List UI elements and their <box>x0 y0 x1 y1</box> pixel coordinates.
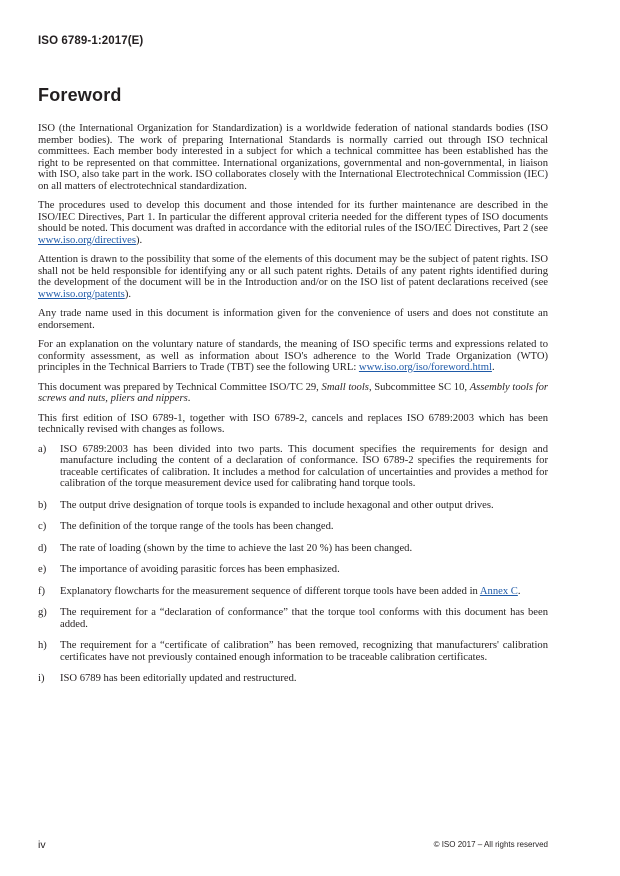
list-marker: d) <box>38 542 47 554</box>
paragraph-text: For an explanation on the voluntary nature of standards, the meaning of ISO specific terms and expressions related to conformity assessment, as well as information about ISO's adherence to the World Trade Organization (WTO) principles in the Technical Barriers to Trade (TBT) see the following URL: <box>38 339 548 373</box>
list-text: The definition of the torque range of the tools has been changed. <box>60 521 334 532</box>
foreword-body <box>38 123 548 695</box>
list-text: The requirement for a “certificate of calibration” has been removed, recognizing that manufacturers' calibration certificates have not previously contained enough information to be traceable calibration certificates. <box>60 640 548 663</box>
list-text: ISO 6789:2003 has been divided into two parts. This document specifies the requirements for design and manufacture including the content of a declaration of conformance. ISO 6789-2 specifies the requirements for traceable certificates of calibration. It includes a method for calculation of uncertainties and provides a method for calibration of the torque measurement device used for calibrating hand torque tools. <box>60 443 548 489</box>
directives-link[interactable]: www.iso.org/directives <box>38 234 136 246</box>
document-page <box>38 0 548 876</box>
list-item <box>38 543 548 555</box>
annex-c-link[interactable]: Annex C <box>479 585 518 597</box>
list-item <box>38 521 548 533</box>
list-item <box>38 564 548 576</box>
paragraph-iso-intro: ISO (the International Organization for Standardization) is a worldwide federation of national standards bodies (ISO member bodies). The work of preparing International Standards is normally carried out through ISO technical committees. Each member body interested in a subject for which a technical committee has been established has the right to be represented on that committee. International organizations, governmental and non-governmental, in liaison with ISO, also take part in the work. ISO collaborates closely with the International Electrotechnical Commission (IEC) on all matters of electrotechnical standardization. <box>38 123 548 192</box>
patents-link[interactable]: www.iso.org/patents <box>38 288 125 300</box>
paragraph-procedures <box>38 200 548 246</box>
list-item <box>38 640 548 663</box>
list-marker: b) <box>38 499 47 511</box>
page-title: Foreword <box>38 85 122 105</box>
list-item <box>38 673 548 685</box>
subcommittee-title: Assembly tools for screws and nuts, pliers and nippers <box>38 381 549 404</box>
paragraph-text: . <box>491 362 495 373</box>
list-item <box>38 444 548 490</box>
list-marker: c) <box>38 521 47 532</box>
list-text: ISO 6789 has been editorially updated and restructured. <box>60 673 297 684</box>
paragraph-patents <box>38 254 548 300</box>
paragraph-edition: This first edition of ISO 6789-1, together with ISO 6789-2, cancels and replaces ISO 6789:2003 which has been technically revised with changes as follows. <box>38 412 548 435</box>
list-marker: e) <box>38 564 47 575</box>
committee-title: Small tools <box>321 381 369 393</box>
list-text: The requirement for a “declaration of conformance” that the torque tool conforms with this document has been added. <box>60 607 548 630</box>
list-text: The rate of loading (shown by the time to achieve the last 20 %) has been changed. <box>60 542 413 554</box>
list-marker: f) <box>38 585 46 597</box>
paragraph-voluntary-nature <box>38 339 548 374</box>
paragraph-text: , Subcommittee SC 10, <box>368 381 470 393</box>
list-marker: a) <box>38 443 47 455</box>
paragraph-text: The procedures used to develop this document and those intended for its further maintenance are described in the ISO/IEC Directives, Part 1. In particular the different approval criteria needed for the different types of ISO documents should be noted. This document was drafted in accordance with the editorial rules of the ISO/IEC Directives, Part 2 (see <box>38 200 548 234</box>
paragraph-committee <box>38 382 548 405</box>
list-item <box>38 586 548 598</box>
list-item <box>38 500 548 512</box>
paragraph-text: This document was prepared by Technical Committee ISO/TC 29, <box>38 381 322 393</box>
paragraph-text: Attention is drawn to the possibility that some of the elements of this document may be the subject of patent rights. ISO shall not be held responsible for identifying any or all such patent rights. Details of any patent rights identified during the development of the document will be in the Introduction and/or on the ISO list of patent declarations received (see <box>38 254 548 288</box>
list-text: The importance of avoiding parasitic forces has been emphasized. <box>60 564 340 575</box>
page-number: iv <box>38 839 46 851</box>
document-identifier: ISO 6789-1:2017(E) <box>38 35 144 47</box>
list-text <box>60 586 548 598</box>
paragraph-text: ). <box>124 288 131 300</box>
list-item <box>38 607 548 630</box>
changes-list <box>38 444 548 685</box>
foreword-url-link[interactable]: www.iso.org/iso/foreword.html <box>358 362 492 373</box>
paragraph-trade-names: Any trade name used in this document is information given for the convenience of users and does not constitute an endorsement. <box>38 308 548 331</box>
copyright-notice: © ISO 2017 – All rights reserved <box>433 840 548 849</box>
list-text: The output drive designation of torque tools is expanded to include hexagonal and other output drives. <box>60 499 494 511</box>
paragraph-text: . <box>187 393 191 404</box>
list-marker: g) <box>38 607 47 618</box>
list-text-part: Explanatory flowcharts for the measurement sequence of different torque tools have been added in <box>60 585 480 597</box>
list-text-part: . <box>517 585 521 597</box>
list-marker: i) <box>38 673 45 684</box>
list-marker: h) <box>38 640 47 651</box>
paragraph-text: ). <box>135 234 143 246</box>
